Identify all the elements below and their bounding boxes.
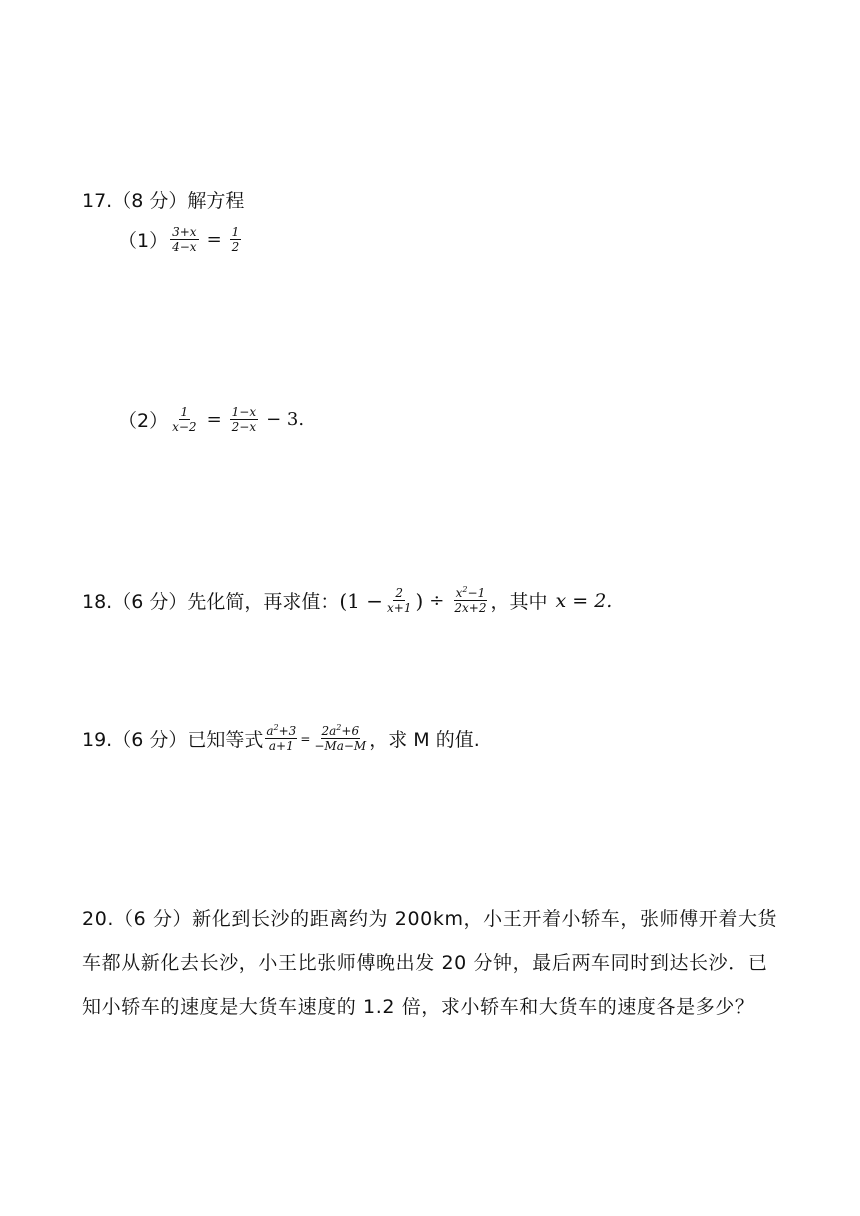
minus-three: − 3. [266, 409, 305, 430]
exponent: 2 [336, 723, 342, 732]
question-19-suffix: ，求 M 的值. [369, 729, 480, 751]
exponent: 2 [273, 723, 279, 732]
equals-sign: = [206, 409, 222, 430]
question-18 [82, 586, 612, 615]
numerator-rest: −1 [467, 586, 486, 600]
fraction-lhs [170, 225, 198, 254]
numerator: 2 [395, 586, 404, 600]
division-sign: ÷ [429, 590, 445, 611]
denominator: 4−x [172, 240, 197, 254]
denominator: 2−x [231, 420, 257, 434]
numerator: 3+x [172, 225, 197, 239]
equals-sign: = [206, 229, 222, 250]
fraction-2-over-x-plus-1 [385, 586, 413, 615]
numerator-base: 2a [321, 724, 337, 738]
question-17-title [82, 186, 244, 213]
open-paren-expression: (1 − [339, 588, 384, 613]
fraction-lhs [170, 405, 198, 434]
numerator-base: x [455, 586, 463, 600]
fraction-x2-minus-1 [452, 586, 488, 615]
fraction-rhs [230, 225, 242, 254]
numerator: 1 [180, 405, 189, 419]
exponent: 2 [462, 585, 468, 594]
numerator-base: a [266, 724, 274, 738]
question-18-comma-text: ，其中 [490, 591, 548, 613]
close-paren: ) [415, 588, 424, 613]
numerator-rest: +3 [278, 724, 297, 738]
denominator: −Ma−M [314, 739, 367, 753]
denominator: x−2 [172, 420, 197, 434]
fraction-2a2-plus-6 [313, 724, 367, 753]
question-17-part-2 [118, 405, 310, 434]
condition: x = 2. [555, 589, 613, 612]
denominator: 2 [231, 240, 240, 254]
question-17-part-1 [118, 225, 243, 254]
question-17-heading: 17.（8 分）解方程 [82, 190, 245, 212]
numerator-rest: +6 [341, 724, 360, 738]
part-label: （1） [118, 230, 169, 252]
denominator: a+1 [268, 739, 294, 753]
fraction-a2-plus-3 [265, 724, 297, 753]
fraction-rhs [230, 405, 258, 434]
numerator [321, 724, 361, 739]
numerator [454, 586, 488, 601]
denominator: x+1 [387, 601, 412, 615]
numerator [265, 724, 297, 739]
numerator: 1 [231, 225, 240, 239]
denominator: 2x+2 [454, 601, 487, 615]
equals-sign: = [300, 731, 311, 746]
question-20: 20.（6 分）新化到长沙的距离约为 200km，小王开着小轿车，张师傅开着大货车都从新化去长沙，小王比张师傅晚出发 20 分钟，最后两车同时到达长沙．已知小轿车的速度是大货车速度的 1.2 倍，求小轿车和大货车的速度各是多少？ [82, 908, 778, 1018]
question-19 [82, 724, 480, 753]
question-18-prefix: 18.（6 分）先化简，再求值： [82, 591, 340, 613]
numerator: 1−x [231, 405, 257, 419]
part-label: （2） [118, 410, 169, 432]
question-19-prefix: 19.（6 分）已知等式 [82, 729, 264, 751]
